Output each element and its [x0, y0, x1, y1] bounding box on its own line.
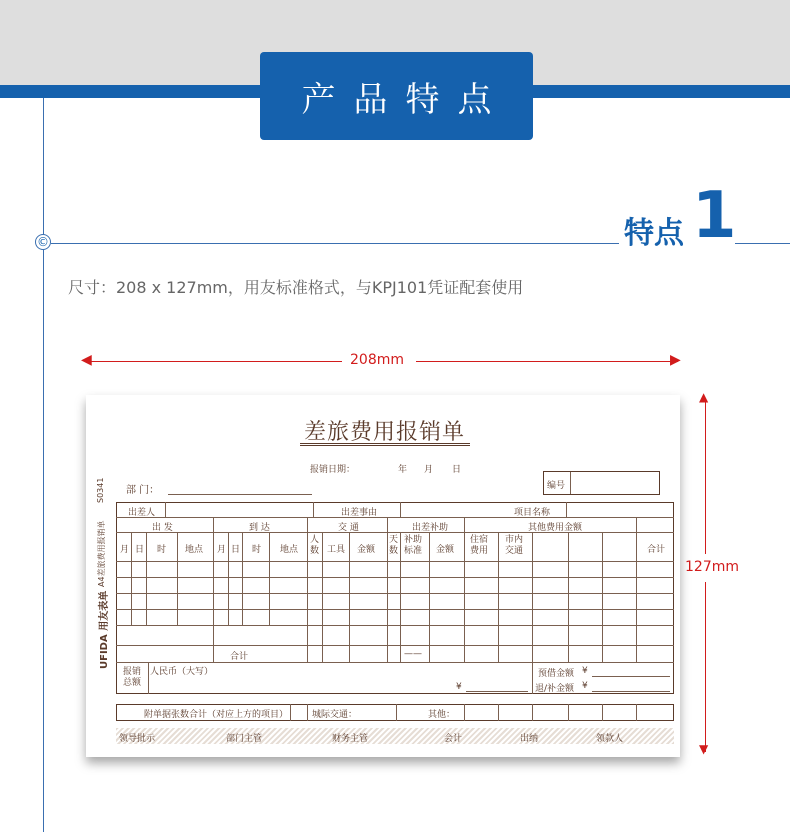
- width-arrow-right-icon: ▶: [670, 352, 681, 368]
- height-arrow-line-top: [705, 398, 706, 554]
- intercity-label: 城际交通：: [312, 710, 358, 720]
- prepaid-line: [592, 676, 670, 677]
- col-line: [636, 517, 637, 662]
- copyright-circle-icon: ©: [37, 235, 49, 249]
- row-line: [116, 532, 674, 533]
- refund-label: 退/补金额: [535, 684, 575, 694]
- dept-line: [168, 494, 312, 495]
- col-line: [146, 532, 147, 625]
- form-title-underline: [300, 443, 470, 446]
- width-arrow-left-icon: ◀: [81, 352, 92, 368]
- side-brand: UFIDA 用友表单: [99, 590, 110, 669]
- col-standard: 补助标准: [404, 535, 423, 556]
- width-dimension-label: 208mm: [350, 352, 404, 368]
- col-day-2: 日: [231, 545, 241, 555]
- row-line: [116, 662, 674, 663]
- reimb-amount-line: [466, 691, 528, 692]
- col-month: 月: [120, 545, 130, 555]
- col-amount: 金额: [357, 545, 376, 555]
- feature-description: 尺寸：208 x 127mm，用友标准格式，与KPJ101凭证配套使用: [68, 278, 524, 297]
- attach-col: [396, 704, 397, 721]
- expense-form-card: [86, 395, 680, 757]
- col-line: [131, 532, 132, 625]
- col-line: [322, 532, 323, 662]
- year-label: 年: [398, 465, 408, 475]
- col-hour: 时: [157, 545, 167, 555]
- number-box-divider: [570, 472, 571, 494]
- feature-label: 特点: [624, 216, 684, 251]
- col-line: [602, 532, 603, 662]
- row-line: [116, 593, 674, 594]
- attach-col: [307, 704, 308, 721]
- signature-stripe: [116, 728, 674, 744]
- signature-payee: 领款人: [596, 734, 624, 744]
- month-label: 月: [424, 465, 434, 475]
- attach-col: [290, 704, 291, 721]
- row-line: [116, 561, 674, 562]
- signature-finance-head: 财务主管: [332, 734, 369, 744]
- reimb-divider: [148, 662, 149, 694]
- col-line: [568, 532, 569, 662]
- refund-yen: ¥: [582, 681, 588, 691]
- col-line: [566, 502, 567, 517]
- attach-col: [532, 704, 533, 721]
- col-allow-amount: 金额: [436, 545, 455, 555]
- feature-number: 1: [692, 179, 737, 253]
- col-line: [313, 502, 314, 517]
- attach-col: [636, 704, 637, 721]
- allowance-header: 出差补助: [412, 523, 449, 533]
- col-line: [269, 532, 270, 625]
- other-costs-header: 其他费用金额: [528, 523, 583, 533]
- prepaid-divider: [532, 662, 533, 694]
- height-arrow-line-bottom: [705, 582, 706, 752]
- width-arrow-line-right: [416, 361, 678, 362]
- project-name-label: 项目名称: [514, 508, 551, 518]
- col-place: 地点: [185, 545, 204, 555]
- col-line: [400, 532, 401, 662]
- width-arrow-line-left: [86, 361, 342, 362]
- signature-accountant: 会计: [444, 734, 463, 744]
- reimb-yen: ¥: [456, 682, 462, 692]
- col-line: [400, 502, 401, 517]
- refund-line: [592, 691, 670, 692]
- col-place-2: 地点: [280, 545, 299, 555]
- col-line: [242, 532, 243, 625]
- height-arrow-up-icon: ▲: [699, 390, 709, 404]
- attach-col: [464, 704, 465, 721]
- col-lodging: 住宿费用: [470, 535, 489, 556]
- number-label: 编号: [547, 481, 566, 491]
- col-day: 日: [135, 545, 145, 555]
- traveler-label: 出差人: [128, 508, 156, 518]
- dept-label: 部 门：: [126, 485, 160, 496]
- feature-divider-right: [735, 243, 790, 244]
- signature-dept-head: 部门主管: [226, 734, 263, 744]
- attach-col: [568, 704, 569, 721]
- form-title: 差旅费用报销单: [304, 420, 466, 445]
- col-total: 合计: [647, 545, 666, 555]
- col-tool: 工具: [327, 545, 346, 555]
- signature-cashier: 出纳: [520, 734, 539, 744]
- signature-leader: 领导批示: [119, 734, 156, 744]
- height-arrow-down-icon: ▼: [699, 742, 709, 756]
- prepaid-label: 预借金额: [538, 669, 575, 679]
- col-people: 人数: [310, 535, 320, 556]
- banner-title: 产品特点: [260, 52, 533, 140]
- col-line: [307, 517, 308, 662]
- prepaid-yen: ¥: [582, 666, 588, 676]
- side-code: S0341: [96, 477, 105, 503]
- side-form-name: A4差旅费用报销单: [97, 520, 106, 587]
- day-label: 日: [452, 465, 462, 475]
- col-line: [177, 532, 178, 625]
- arrive-header: 到 达: [249, 523, 270, 533]
- row-line: [116, 609, 674, 610]
- col-line: [498, 532, 499, 662]
- col-line: [349, 532, 350, 662]
- attachment-label: 附单据张数合计（对应上方的项目）: [144, 710, 289, 720]
- rmb-label: 人民币（大写）: [150, 667, 214, 677]
- subtotal-label: 合计: [230, 652, 249, 662]
- reimb-total-label: 报销总额: [123, 667, 142, 688]
- row-line: [116, 625, 674, 626]
- row-line: [116, 517, 674, 518]
- col-line: [387, 517, 388, 662]
- attach-col: [602, 704, 603, 721]
- col-month-2: 月: [217, 545, 227, 555]
- trip-reason-label: 出差事由: [341, 508, 378, 518]
- col-days: 天数: [389, 535, 399, 556]
- transport-header: 交 通: [338, 523, 359, 533]
- col-line: [165, 502, 166, 517]
- other-label: 其他：: [428, 710, 456, 720]
- attach-col: [498, 704, 499, 721]
- col-line: [213, 517, 214, 662]
- depart-header: 出 发: [152, 523, 173, 533]
- vertical-guide-line: [43, 98, 44, 832]
- col-line: [228, 532, 229, 625]
- col-hour-2: 时: [252, 545, 262, 555]
- col-line: [429, 532, 430, 662]
- col-line: [464, 517, 465, 662]
- col-city-transport: 市内交通: [505, 535, 524, 556]
- col-line: [532, 532, 533, 662]
- main-table: [116, 502, 674, 694]
- row-line: [116, 577, 674, 578]
- row-line: [116, 645, 674, 646]
- height-dimension-label: 127mm: [685, 559, 739, 575]
- feature-divider-left: [51, 243, 619, 244]
- date-label: 报销日期：: [310, 465, 356, 475]
- allowance-dash: ——: [404, 649, 422, 659]
